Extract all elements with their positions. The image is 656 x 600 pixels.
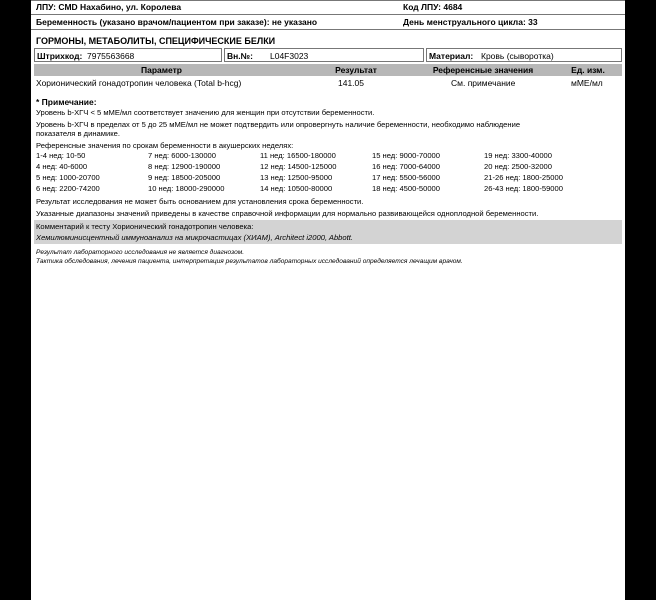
ref-cell: 8 нед: 12900-190000 (148, 162, 221, 171)
col-reference: Референсные значения (432, 65, 534, 75)
ref-cell: 1-4 нед: 10-50 (36, 151, 86, 160)
note-line-1: Уровень b-ХГЧ < 5 мМЕ/мл соответствует значению для женщин при отсутствии беременности. (36, 108, 375, 117)
ref-cell: 17 нед: 5500-56000 (372, 173, 440, 182)
ref-cell: 14 нед: 10500-80000 (260, 184, 333, 193)
ref-cell: 15 нед: 9000-70000 (372, 151, 440, 160)
ref-cell: 11 нед: 16500-180000 (260, 151, 336, 160)
table-header (34, 64, 622, 76)
note-line-2a: Уровень b-ХГЧ в пределах от 5 до 25 мМЕ/мл не может подтвердить или опровергнуть наличие беременности, необходимо наблюдение (36, 120, 521, 129)
note-line-4: Указанные диапазоны значений приведены в качестве справочной информации для нормально развивающейся одноплодной беременности. (36, 209, 539, 218)
ref-cell: 7 нед: 6000-130000 (148, 151, 216, 160)
row-unit: мМЕ/мл (571, 78, 603, 88)
internal-number-box (224, 48, 424, 62)
ref-cell: 6 нед: 2200-74200 (36, 184, 100, 193)
barcode-label: Штрихкод: (37, 51, 83, 61)
ref-cell: 5 нед: 1000-20700 (36, 173, 100, 182)
row-reference: См. примечание (451, 78, 516, 88)
disclaimer-line-1: Результат лабораторного исследования не является диагнозом. (36, 249, 245, 256)
ref-intro: Референсные значения по срокам беременности в акушерских неделях: (36, 141, 294, 150)
row-param: Хорионический гонадотропин человека (Total b-hcg) (36, 78, 242, 88)
ref-cell: 12 нед: 14500-125000 (260, 162, 337, 171)
col-param: Параметр (140, 65, 182, 75)
cycle-day: День менструального цикла: 33 (403, 17, 538, 27)
ref-cell: 20 нед: 2500-32000 (484, 162, 552, 171)
note-line-3: Результат исследования не может быть основанием для установления срока беременности. (36, 197, 364, 206)
lpu-name: ЛПУ: CMD Нахабино, ул. Королева (36, 2, 182, 12)
ref-cell: 4 нед: 40-6000 (36, 162, 88, 171)
row-result: 141.05 (338, 78, 364, 88)
material-value: Кровь (сыворотка) (481, 51, 554, 61)
comment-title: Комментарий к тесту Хорионический гонадотропин человека: (36, 222, 254, 231)
disclaimer-line-2: Тактика обследования, лечения пациента, интерпретация результатов лабораторных исследований определяется лечащим врачом. (36, 258, 463, 265)
test-comment-box (34, 220, 622, 244)
barcode-value: 7975563668 (87, 51, 135, 61)
internal-number-value: L04F3023 (270, 51, 309, 61)
material-label: Материал: (429, 51, 474, 61)
col-unit: Ед. изм. (571, 65, 605, 75)
barcode-box (34, 48, 222, 62)
ref-cell: 13 нед: 12500-95000 (260, 173, 333, 182)
col-result: Результат (335, 65, 377, 75)
lpu-code: Код ЛПУ: 4684 (403, 2, 463, 12)
material-box (426, 48, 622, 62)
ref-cell: 10 нед: 18000-290000 (148, 184, 225, 193)
note-title: * Примечание: (36, 97, 97, 107)
pregnancy-status: Беременность (указано врачом/пациентом при заказе): не указано (36, 17, 318, 27)
ref-cell: 18 нед: 4500-50000 (372, 184, 440, 193)
ref-cell: 19 нед: 3300-40000 (484, 151, 552, 160)
section-title: ГОРМОНЫ, МЕТАБОЛИТЫ, СПЕЦИФИЧЕСКИЕ БЕЛКИ (36, 36, 276, 46)
ref-cell: 16 нед: 7000-64000 (372, 162, 440, 171)
internal-number-label: Вн.№: (227, 51, 253, 61)
ref-cell: 9 нед: 18500-205000 (148, 173, 221, 182)
comment-text: Хемилюминисцентный иммуноанализ на микрочастицах (ХИАМ), Architect i2000, Abbott. (36, 233, 353, 242)
ref-cell: 21-26 нед: 1800-25000 (484, 173, 563, 182)
ref-cell: 26-43 нед: 1800-59000 (484, 184, 563, 193)
note-line-2b: показателя в динамике. (36, 129, 120, 138)
lab-report-page (31, 0, 625, 600)
